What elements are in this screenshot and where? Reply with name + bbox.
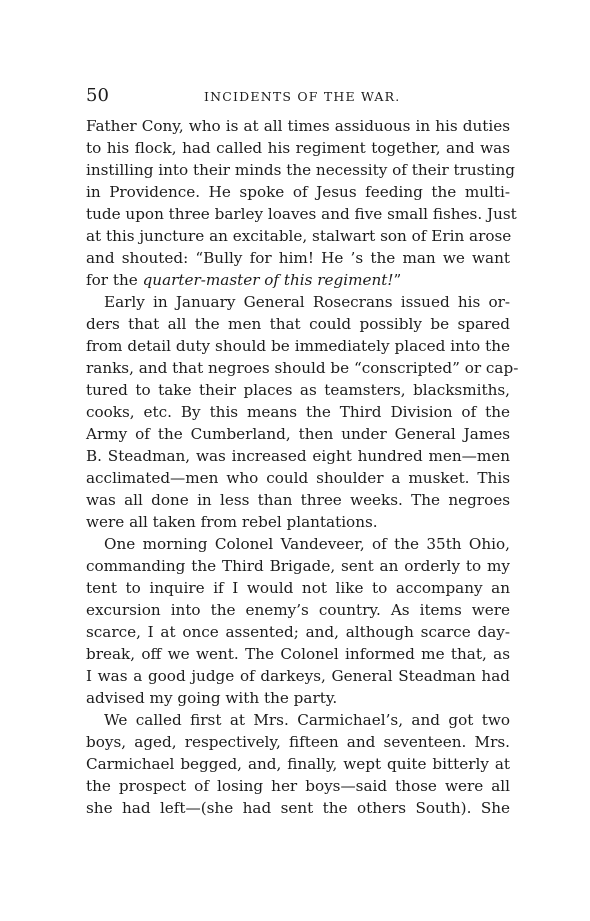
body-text	[86, 115, 519, 819]
text-line: instilling into their minds the necessity of their trusting	[86, 161, 515, 179]
text-line: ders that all the men that could possibly be spared	[86, 315, 510, 333]
text-line: Father Cony, who is at all times assiduous in his duties	[86, 117, 510, 135]
text-line	[86, 269, 510, 291]
text-line: tent to inquire if I would not like to accompany an	[86, 579, 510, 597]
text-fragment: for the	[86, 271, 143, 289]
text-line: she had left—(she had sent the others South). She	[86, 799, 510, 817]
text-line: from detail duty should be immediately placed into the	[86, 337, 510, 355]
running-head	[86, 84, 510, 108]
text-line: and shouted: “Bully for him! He ’s the man we want	[86, 249, 510, 267]
italic-text: quarter-master of this regiment!	[142, 271, 394, 289]
paragraph-start: We called first at Mrs. Carmichael’s, and got two	[104, 711, 510, 729]
text-line: tured to take their places as teamsters, blacksmiths,	[86, 381, 510, 399]
running-title: INCIDENTS OF THE WAR.	[204, 89, 401, 104]
text-line: commanding the Third Brigade, sent an orderly to my	[86, 557, 510, 575]
text-line: in Providence. He spoke of Jesus feeding the multi-	[86, 183, 510, 201]
text-line: scarce, I at once assented; and, although scarce day-	[86, 623, 510, 641]
text-line: ranks, and that negroes should be “conscripted” or cap-	[86, 359, 519, 377]
text-line: boys, aged, respectively, fifteen and seventeen. Mrs.	[86, 733, 510, 751]
text-line: acclimated—men who could shoulder a musket. This	[86, 469, 510, 487]
text-line: excursion into the enemy’s country. As items were	[86, 601, 510, 619]
paragraph-start: Early in January General Rosecrans issued his or-	[104, 293, 510, 311]
text-line: break, off we went. The Colonel informed me that, as	[86, 645, 510, 663]
text-line: were all taken from rebel plantations.	[86, 513, 378, 531]
text-line: Army of the Cumberland, then under General James	[86, 425, 510, 443]
text-line: to his flock, had called his regiment together, and was	[86, 139, 510, 157]
text-line: I was a good judge of darkeys, General Steadman had	[86, 667, 510, 685]
page-number: 50	[86, 85, 109, 106]
text-line: was all done in less than three weeks. The negroes	[86, 491, 510, 509]
text-line: cooks, etc. By this means the Third Division of the	[86, 403, 510, 421]
text-line: advised my going with the party.	[86, 689, 338, 707]
text-line: tude upon three barley loaves and five small fishes. Just	[86, 205, 517, 223]
text-line: Carmichael begged, and, finally, wept quite bitterly at	[86, 755, 510, 773]
text-line: B. Steadman, was increased eight hundred men—men	[86, 447, 510, 465]
closing-quote: ”	[393, 271, 402, 289]
paragraph-start: One morning Colonel Vandeveer, of the 35th Ohio,	[104, 535, 510, 553]
text-line: at this juncture an excitable, stalwart son of Erin arose	[86, 227, 512, 245]
text-line: the prospect of losing her boys—said those were all	[86, 777, 510, 795]
